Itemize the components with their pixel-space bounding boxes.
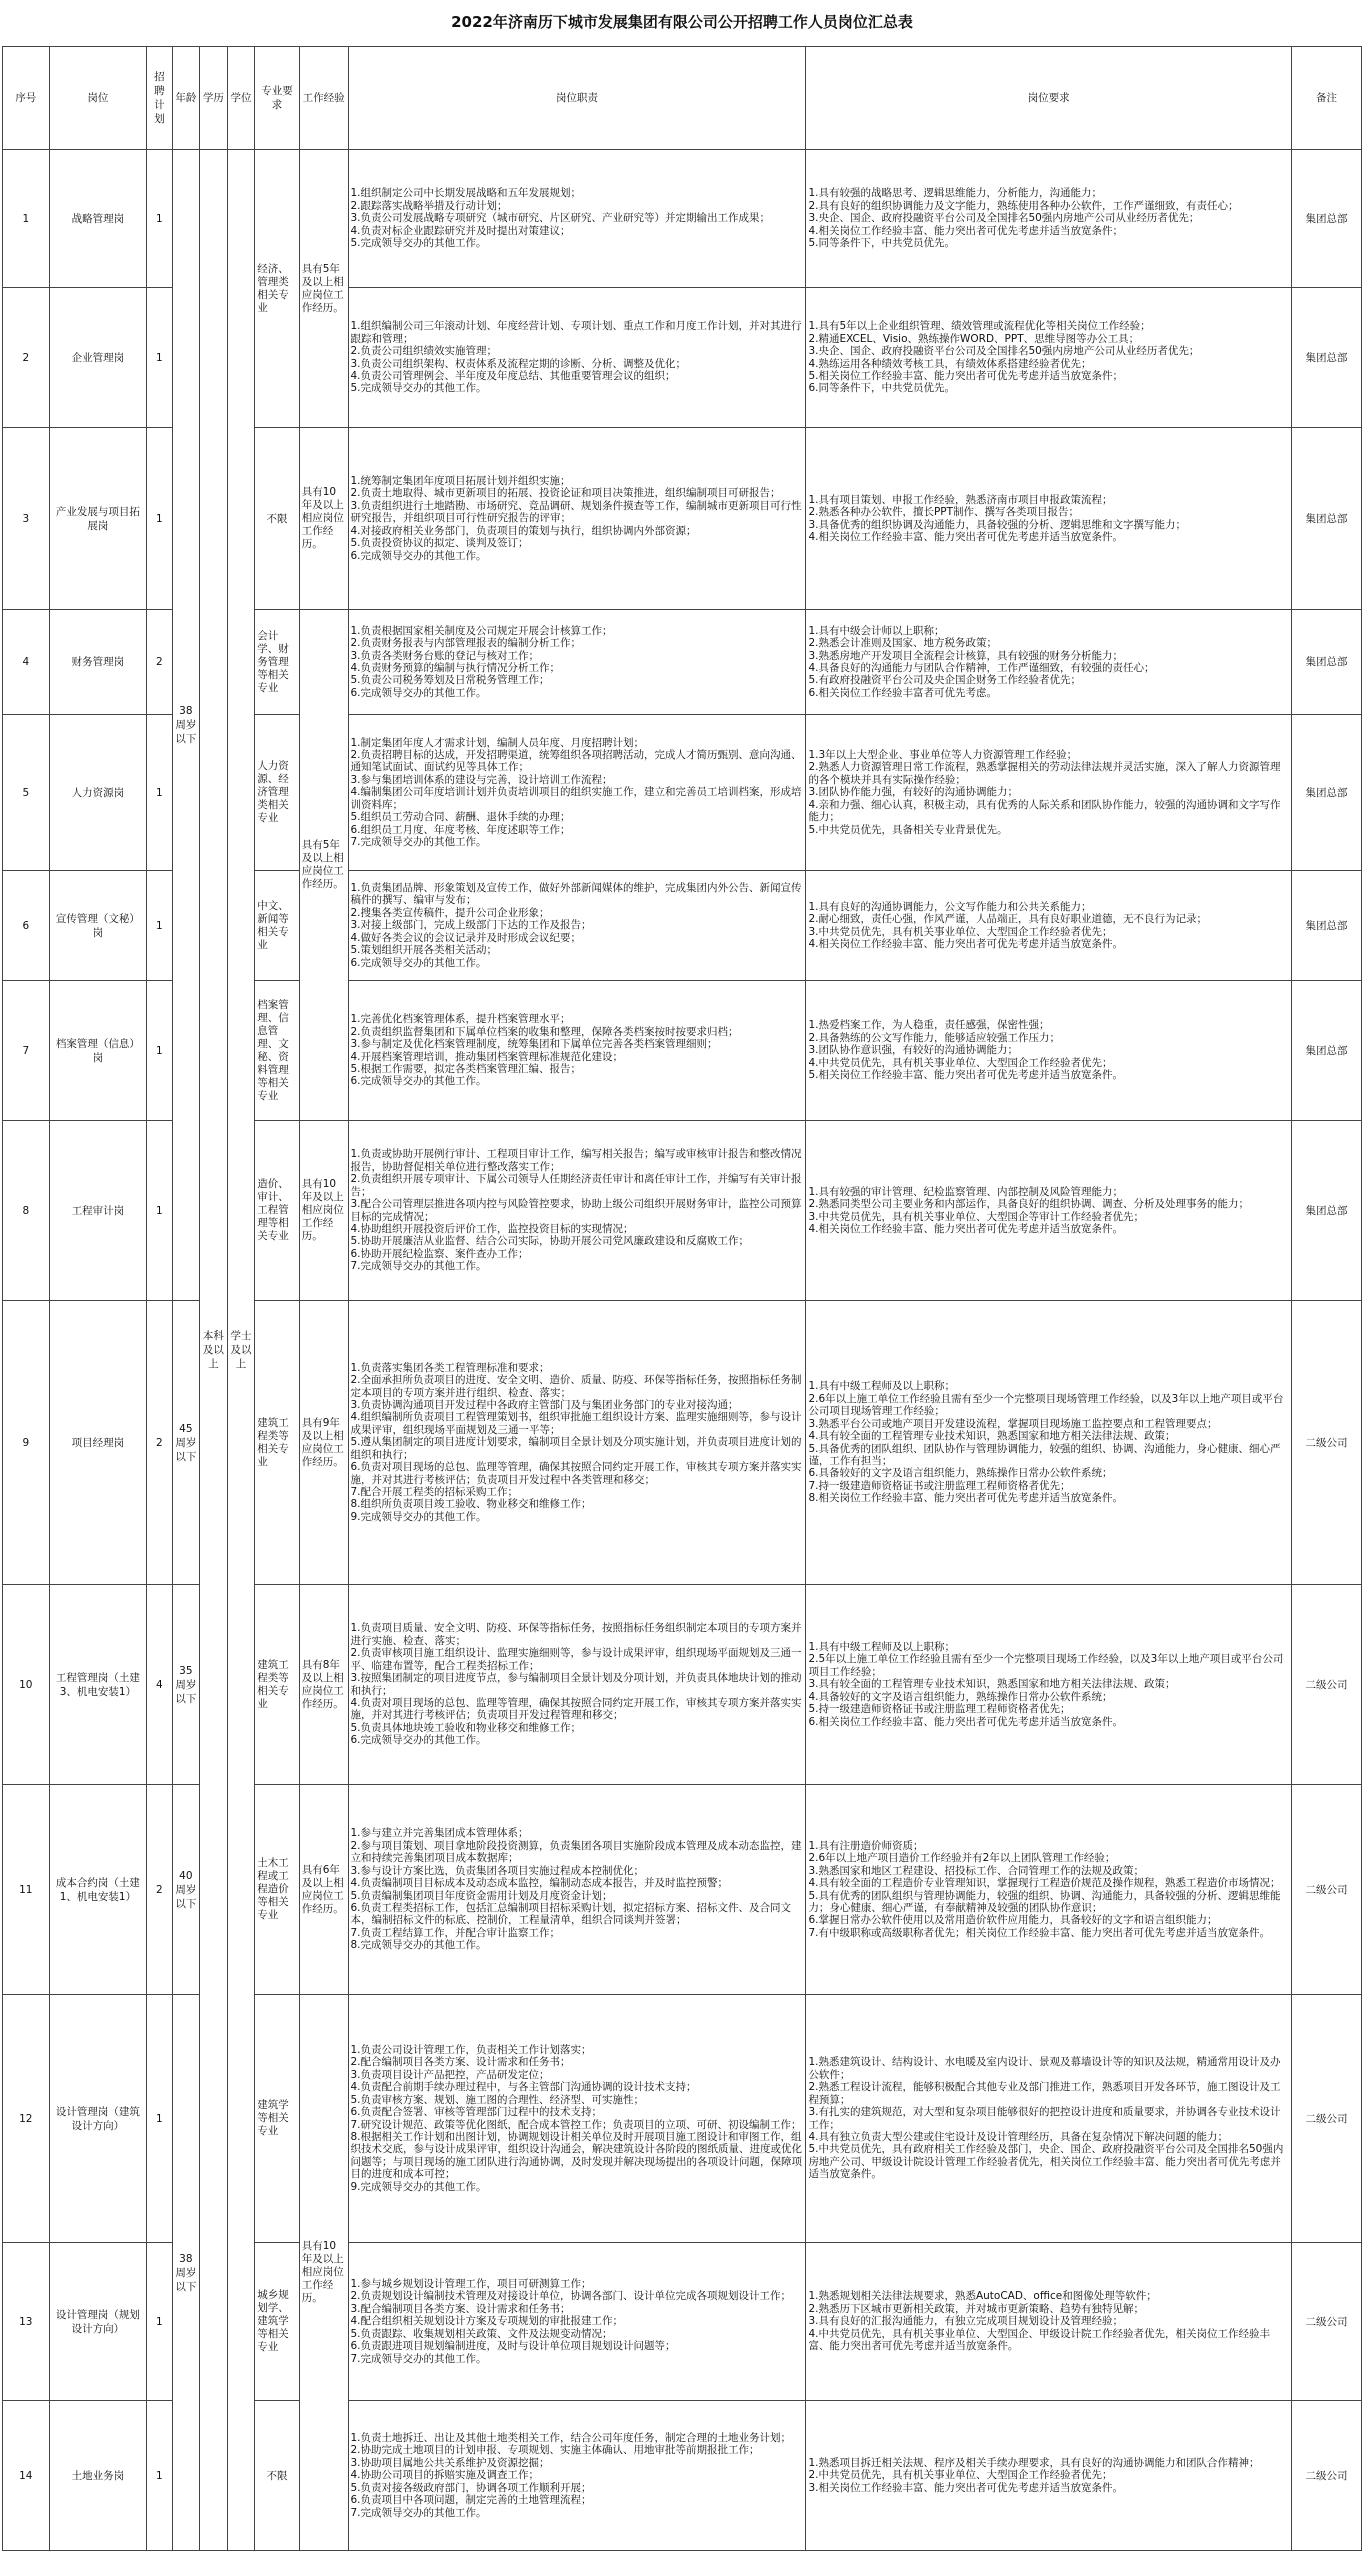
- experience-cell: 具有5年及以上相应岗位工作经历。: [299, 610, 348, 1121]
- req-line: 6.具备较好的文字及语言组织能力，熟练操作日常办公软件系统；: [808, 1467, 1113, 1480]
- req-line: 4.相关岗位工作经验丰富、能力突出者可优先考虑并适当放宽条件。: [808, 937, 1123, 950]
- seq-cell: 13: [3, 2243, 50, 2401]
- req-line: 1.3年以上大型企业、事业单位等人力资源管理工作经验；: [808, 749, 1078, 762]
- seq-cell: 9: [3, 1301, 50, 1585]
- req-line: 2.熟悉工程设计流程，能够积极配合其他专业及部门推进工作，熟悉项目开发各环节，施工图设计及工程预算；: [808, 2081, 1281, 2106]
- duty-line: 1.负责落实集团各类工程管理标准和要求；: [350, 1361, 550, 1374]
- requirements-cell: [806, 871, 1292, 981]
- remark-cell: 二级公司: [1291, 1585, 1361, 1785]
- plan-cell: 1: [147, 2401, 172, 2551]
- req-line: 3.中共党员优先，具有机关事业单位、大型国企工作经验者优先；: [808, 925, 1113, 938]
- req-line: 2.具有良好的组织协调能力及文字能力，熟练使用各种办公软件，工作严谨细致，有责任心；: [808, 199, 1239, 212]
- seq-cell: 1: [3, 150, 50, 288]
- seq-cell: 8: [3, 1121, 50, 1301]
- req-line: 2.具备熟练的公文写作能力，能够适应较强工作压力；: [808, 1031, 1060, 1044]
- req-line: 4.相关岗位工作经验丰富、能力突出者可优先考虑并适当放宽条件。: [808, 530, 1123, 543]
- req-line: 4.相关岗位工作经验丰富、能力突出者可优先考虑并适当放宽条件。: [808, 1222, 1123, 1235]
- duty-line: 4.编制集团公司年度培训计划并负责培训项目的组织实施工作，建立和完善员工培训档案，形成培训资料库；: [350, 786, 802, 811]
- major-cell: 中文、新闻等相关专业: [255, 871, 300, 981]
- experience-cell: 具有5年及以上相应岗位工作经历。: [299, 150, 348, 428]
- education-cell: 本科及以上: [200, 150, 228, 2551]
- duties-cell: [348, 2401, 806, 2551]
- req-line: 3.有扎实的建筑规范，对大型和复杂项目能够很好的把控设计进度和质量要求，并协调各专业技术设计工作；: [808, 2106, 1281, 2131]
- duty-line: 3.配合公司管理层推进各项内控与风险管控要求，协助上级公司组织开展财务审计，监控公司预算目标的完成情况；: [350, 1198, 802, 1223]
- req-line: 3.央企、国企、政府投融资平台公司及全国排名50强内房地产公司从业经历者优先；: [808, 212, 1200, 225]
- position-cell: 产业发展与项目拓展岗: [49, 428, 147, 610]
- duties-cell: [348, 428, 806, 610]
- position-cell: 财务管理岗: [49, 610, 147, 715]
- experience-cell: 具有10年及以上相应岗位工作经历。: [299, 1121, 348, 1301]
- req-line: 2.熟悉人力资源管理日常工作流程，熟悉掌握相关的劳动法律法规并灵活实施，深入了解人力资源管理的各个模块并具有实际操作经验；: [808, 761, 1281, 786]
- major-cell: 会计学、财务管理等相关专业: [255, 610, 300, 715]
- duty-line: 6.完成领导交办的其他工作。: [350, 686, 487, 699]
- duties-cell: [348, 1785, 806, 1995]
- duty-line: 1.制定集团年度人才需求计划，编制人员年度、月度招聘计划；: [350, 736, 645, 749]
- duty-line: 1.负责公司设计管理工作，负责相关工作计划落实；: [350, 2044, 592, 2057]
- duty-line: 1.组织编制公司三年滚动计划、年度经营计划、专项计划、重点工作和月度工作计划，并对其进行跟踪和管理；: [350, 320, 802, 345]
- seq-cell: 14: [3, 2401, 50, 2551]
- req-line: 4.具有较全面的工程造价专业管理知识，掌握现行工程造价规范及操作规程，熟悉工程造价市场情况；: [808, 1877, 1281, 1890]
- header-major: 专业要求: [255, 47, 300, 150]
- major-cell: 造价、审计、工程管理等相关专业: [255, 1121, 300, 1301]
- duty-line: 5.完成领导交办的其他工作。: [350, 237, 487, 250]
- duties-cell: [348, 2243, 806, 2401]
- duty-line: 3.负责项目设计产品把控，产品研发定位；: [350, 2068, 550, 2081]
- position-cell: 工程审计岗: [49, 1121, 147, 1301]
- table-row: [3, 150, 1362, 288]
- req-line: 3.相关岗位工作经验丰富、能力突出者可优先考虑并适当放宽条件。: [808, 2481, 1123, 2494]
- header-duties: 岗位职责: [348, 47, 806, 150]
- header-seq: 序号: [3, 47, 50, 150]
- duty-line: 4.协助组织开展投资后评价工作，监控投资目标的实现情况；: [350, 1222, 634, 1235]
- major-cell: 档案管理、信息管理、文秘、资料管理等相关专业: [255, 981, 300, 1121]
- duty-line: 1.参与建立并完善集团成本管理体系；: [350, 1827, 529, 1840]
- req-line: 2.6年以上施工单位工作经验且需有至少一个完整项目现场管理工作经验，以及3年以上地产项目或平台公司项目现场管理工作经验；: [808, 1392, 1284, 1418]
- duty-line: 3.负责协调沟通项目开发过程中各政府主管部门及与集团业务部门的专业对接沟通；: [350, 1399, 739, 1412]
- remark-cell: 二级公司: [1291, 1995, 1361, 2243]
- req-line: 3.具备优秀的组织协调及沟通能力，具备较强的分析、逻辑思维和文字撰写能力；: [808, 518, 1186, 531]
- req-line: 5.持一级建造师资格证书或注册监理工程师资格者优先；: [808, 1703, 1071, 1716]
- seq-cell: 3: [3, 428, 50, 610]
- req-line: 1.热爱档案工作，为人稳重，责任感强，保密性强；: [808, 1019, 1050, 1032]
- req-line: 1.具有中级会计师以上职称；: [808, 624, 945, 637]
- duty-line: 3.负责各类财务台账的登记与核对工作；: [350, 649, 540, 662]
- duty-line: 3.负责公司发展战略专项研究（城市研究、片区研究、产业研究等）并定期输出工作成果；: [350, 212, 771, 225]
- header-remarks: 备注: [1291, 47, 1361, 150]
- experience-cell: 具有9年及以上相应岗位工作经历。: [299, 1301, 348, 1585]
- duty-line: 2.负责审核项目施工组织设计、监理实施细则等，参与设计成果评审，组织现场平面规划及三通一平、临建布置等，配合工程类招标工作；: [350, 1647, 802, 1672]
- req-line: 4.具备较好的文字及语言组织能力，熟练操作日常办公软件系统；: [808, 1690, 1113, 1703]
- remark-cell: 集团总部: [1291, 981, 1361, 1121]
- seq-cell: 7: [3, 981, 50, 1121]
- duty-line: 7.配合开展工程类的招标采购工作；: [350, 1485, 519, 1498]
- plan-cell: 4: [147, 1585, 172, 1785]
- req-line: 3.熟悉平台公司或地产项目开发建设流程，掌握项目现场施工监控要点和工程管理要点；: [808, 1417, 1218, 1430]
- header-degree: 学位: [227, 47, 255, 150]
- degree-cell: 学士及以上: [227, 150, 255, 2551]
- duty-line: 1.负责土地拆迁、出让及其他土地类相关工作，结合公司年度任务，制定合理的土地业务计划；: [350, 2432, 792, 2445]
- req-line: 1.具有较强的审计管理、纪检监察管理、内部控制及风险管理能力；: [808, 1185, 1123, 1198]
- plan-cell: 1: [147, 715, 172, 871]
- duty-line: 3.配合编制项目各类方案、设计需求和任务书；: [350, 2302, 571, 2315]
- req-line: 2.精通EXCEL、Visio、熟练操作WORD、PPT、思维导图等办公工具；: [808, 332, 1140, 345]
- requirements-cell: [806, 288, 1292, 428]
- req-line: 7.持一级建造师资格证书或注册监理工程师资格者优先；: [808, 1479, 1071, 1492]
- req-line: 5.同等条件下，中共党员优先。: [808, 237, 955, 250]
- duty-line: 7.完成领导交办的其他工作。: [350, 1260, 487, 1273]
- remark-cell: 二级公司: [1291, 2243, 1361, 2401]
- major-cell: 不限: [255, 2401, 300, 2551]
- duty-line: 2.协助完成土地项目的计划申报、专项规划、实施主体确认、用地审批等前期报批工作；: [350, 2444, 760, 2457]
- duty-line: 4.开展档案管理培训，推动集团档案管理标准规范化建设；: [350, 1050, 624, 1063]
- duty-line: 1.完善优化档案管理体系，提升档案管理水平；: [350, 1013, 571, 1026]
- plan-cell: 1: [147, 428, 172, 610]
- req-line: 1.熟悉规划相关法律法规要求，熟悉AutoCAD、office和图像处理等软件；: [808, 2290, 1157, 2303]
- req-line: 5.具有优秀的团队组织与管理协调能力，较强的组织、协调、沟通能力，具备较强的分析、逻辑思维能力；身心健康、细心严谨，有奉献精神及较强的团队协作意识；: [808, 1889, 1281, 1914]
- remark-cell: 集团总部: [1291, 288, 1361, 428]
- seq-cell: 5: [3, 715, 50, 871]
- req-line: 4.相关岗位工作经验丰富、能力突出者可优先考虑并适当放宽条件；: [808, 224, 1123, 237]
- duty-line: 5.负责审核方案、规划、施工图的合理性、经济型、可实施性；: [350, 2093, 645, 2106]
- duty-line: 3.对接上级部门，完成上级部门下达的工作及报告；: [350, 919, 592, 932]
- duty-line: 3.负责组织进行土地踏勘、市场研究、竞品调研、规划条件摸查等工作，编制城市更新项目可行性研究报告，并组织项目可行性研究报告的评审；: [350, 499, 802, 525]
- duty-line: 3.负责公司组织架构、权责体系及流程定期的诊断、分析、调整及优化；: [350, 357, 687, 370]
- duty-line: 1.统筹制定集团年度项目拓展计划并组织实施；: [350, 475, 571, 488]
- plan-cell: 1: [147, 871, 172, 981]
- age-cell: 40周岁以下: [172, 1785, 200, 1995]
- seq-cell: 10: [3, 1585, 50, 1785]
- requirements-cell: [806, 428, 1292, 610]
- duties-cell: [348, 715, 806, 871]
- req-line: 3.央企、国企、政府投融资平台公司及全国排名50强内房地产公司从业经历者优先；: [808, 345, 1200, 358]
- experience-cell: 具有10年及以上相应岗位工作经历。: [299, 428, 348, 610]
- position-cell: 工程管理岗（土建3、机电安装1）: [49, 1585, 147, 1785]
- duty-line: 4.负责财务预算的编制与执行情况分析工作；: [350, 662, 561, 674]
- req-line: 3.具有较全面的工程管理专业技术知识，熟悉国家和地方相关法律法规、政策；: [808, 1678, 1176, 1691]
- req-line: 6.同等条件下，中共党员优先。: [808, 382, 955, 395]
- plan-cell: 2: [147, 610, 172, 715]
- req-line: 1.熟悉项目拆迁相关法规、程序及相关手续办理要求，具有良好的沟通协调能力和团队合作精神；: [808, 2456, 1260, 2469]
- duty-line: 8.完成领导交办的其他工作。: [350, 1939, 487, 1952]
- req-line: 1.具有5年以上企业组织管理、绩效管理或流程优化等相关岗位工作经验；: [808, 320, 1151, 333]
- duty-line: 6.协助开展纪检监察、案件查办工作；: [350, 1247, 529, 1260]
- req-line: 5.相关岗位工作经验丰富、能力突出者可优先考虑并适当放宽条件。: [808, 1069, 1123, 1082]
- remark-cell: 二级公司: [1291, 1785, 1361, 1995]
- seq-cell: 4: [3, 610, 50, 715]
- seq-cell: 12: [3, 1995, 50, 2243]
- plan-cell: 1: [147, 2243, 172, 2401]
- req-line: 2.熟悉各种办公软件，擅长PPT制作、撰写各类项目报告；: [808, 506, 1080, 519]
- req-line: 1.具有注册造价师资质；: [808, 1839, 924, 1852]
- req-line: 3.团队协作意识强，有较好的沟通协调能力；: [808, 1044, 1018, 1057]
- remark-cell: 二级公司: [1291, 1301, 1361, 1585]
- duty-line: 4.负责对标企业跟踪研究并及时提出对策建议；: [350, 224, 571, 237]
- duty-line: 7.完成领导交办的其他工作。: [350, 2506, 487, 2519]
- header-experience: 工作经验: [299, 47, 348, 150]
- position-cell: 宣传管理（文秘）岗: [49, 871, 147, 981]
- duty-line: 3.按照集团制定的项目进度节点，参与编制项目全景计划及分项计划，并负责具体地块计划的推动和执行；: [350, 1672, 802, 1697]
- duty-line: 6.负责项目中各项问题，制定完善的土地管理流程；: [350, 2494, 592, 2507]
- duty-line: 1.负责根据国家相关制度及公司规定开展会计核算工作；: [350, 624, 613, 637]
- duties-cell: [348, 1995, 806, 2243]
- duty-line: 5.完成领导交办的其他工作。: [350, 382, 487, 395]
- duty-line: 1.组织制定公司中长期发展战略和五年发展规划；: [350, 187, 582, 200]
- duty-line: 4.组织编制所负责项目工程管理策划书，组织审批施工组织设计方案、监理实施细则等，参与设计成果评审，组织现场平面规划及三通一平等；: [350, 1411, 802, 1436]
- header-row: [3, 47, 1362, 150]
- duty-line: 9.完成领导交办的其他工作。: [350, 2180, 487, 2193]
- duty-line: 2.负责土地取得、城市更新项目的拓展、投资论证和项目决策推进，组织编制项目可研报告；: [350, 487, 781, 500]
- seq-cell: 6: [3, 871, 50, 981]
- duty-line: 2.负责组织开展专项审计、下属公司领导人任期经济责任审计和离任审计工作，并编写有关审计报告；: [350, 1173, 802, 1198]
- duty-line: 1.负责或协助开展例行审计、工程项目审计工作，编写相关报告；编写或审核审计报告和整改情况报告，协助督促相关单位进行整改落实工作；: [350, 1148, 802, 1173]
- duty-line: 4.负责配合前期手续办理过程中，与各主管部门沟通协调的设计技术支持；: [350, 2081, 697, 2094]
- position-summary-table: [2, 46, 1362, 2551]
- major-cell: 经济、管理类相关专业: [255, 150, 300, 428]
- requirements-cell: [806, 1121, 1292, 1301]
- req-line: 7.有中级职称或高级职称者优先；相关岗位工作经验丰富、能力突出者可优先考虑并适当放宽条件。: [808, 1926, 1270, 1939]
- age-cell: 45周岁以下: [172, 1301, 200, 1585]
- remark-cell: 集团总部: [1291, 610, 1361, 715]
- age-cell: 38周岁以下: [172, 1995, 200, 2551]
- duty-line: 5.负责对接各级政府部门，协调各项工作顺利开展；: [350, 2481, 592, 2494]
- duties-cell: [348, 1121, 806, 1301]
- duty-line: 2.跟踪落实战略举措及行动计划；: [350, 199, 508, 212]
- req-line: 4.熟练运用各种绩效考核工具，有绩效体系搭建经验者优先；: [808, 357, 1092, 370]
- duty-line: 1.负责集团品牌、形象策划及宣传工作，做好外部新闻媒体的维护，完成集团内外公告、新闻宣传稿件的撰写、编审与发布；: [350, 882, 802, 907]
- duty-line: 4.做好各类会议的会议记录并及时形成会议纪要；: [350, 931, 582, 944]
- req-line: 2.中共党员优先，具有机关事业单位、大型国企工作经验者优先；: [808, 2469, 1113, 2482]
- duty-line: 2.负责公司组织绩效实施管理；: [350, 345, 498, 358]
- header-requirements: 岗位要求: [806, 47, 1292, 150]
- req-line: 8.相关岗位工作经验丰富、能力突出者可优先考虑并适当放宽条件。: [808, 1492, 1123, 1505]
- major-cell: 不限: [255, 428, 300, 610]
- header-position: 岗位: [49, 47, 147, 150]
- seq-cell: 11: [3, 1785, 50, 1995]
- req-line: 6.相关岗位工作经验丰富者可优先考虑。: [808, 686, 997, 699]
- req-line: 4.具有独立负责大型公建或住宅设计及设计管理经历，具备在复杂情况下解决问题的能力；: [808, 2130, 1228, 2143]
- duty-line: 4.配合组织相关规划设计方案及专项规划的审批报建工作；: [350, 2315, 624, 2328]
- req-line: 2.熟悉会计准则及国家、地方税务政策；: [808, 637, 997, 650]
- position-cell: 人力资源岗: [49, 715, 147, 871]
- position-cell: 设计管理岗（建筑设计方向）: [49, 1995, 147, 2243]
- experience-cell: 具有10年及以上相应岗位工作经历。: [299, 1995, 348, 2551]
- requirements-cell: [806, 2243, 1292, 2401]
- req-line: 4.亲和力强、细心认真，积极主动，具有优秀的人际关系和团队协作能力，较强的沟通协调和文字写作能力；: [808, 798, 1281, 824]
- duty-line: 6.负责工程类招标工作，包括汇总编制项目招标采购计划，拟定招标方案、招标文件、及合同文本，编制招标文件的标底、控制价，工程量清单，组织合同谈判并签署；: [350, 1901, 792, 1927]
- duty-line: 2.负责规划设计编制技术管理及对接设计单位，协调各部门、设计单位完成各项规划设计工作；: [350, 2290, 792, 2303]
- position-cell: 设计管理岗（规划设计方向）: [49, 2243, 147, 2401]
- plan-cell: 1: [147, 1995, 172, 2243]
- duty-line: 5.负责公司税务筹划及日常税务管理工作；: [350, 674, 550, 687]
- duty-line: 3.参与设计方案比选，负责集团各项目实施过程成本控制优化；: [350, 1864, 645, 1877]
- duties-cell: [348, 288, 806, 428]
- remark-cell: 集团总部: [1291, 715, 1361, 871]
- plan-cell: 1: [147, 288, 172, 428]
- duty-line: 4.对接政府相关业务部门，负责项目的策划与执行，组织协调内外部资源；: [350, 524, 697, 537]
- major-cell: 建筑工程类等相关专业: [255, 1585, 300, 1785]
- experience-cell: 具有8年及以上相应岗位工作经历。: [299, 1585, 348, 1785]
- duty-line: 6.完成领导交办的其他工作。: [350, 1075, 487, 1088]
- age-cell: 38周岁以下: [172, 150, 200, 1301]
- major-cell: 人力资源、经济管理类相关专业: [255, 715, 300, 871]
- duty-line: 2.搜集各类宣传稿件，提升公司企业形象；: [350, 906, 550, 919]
- duty-line: 6.组织员工月度、年度考核、年度述职等工作；: [350, 823, 571, 836]
- req-line: 5.有政府投融资平台公司及央企国企财务工作经验者优先；: [808, 674, 1081, 687]
- duties-cell: [348, 1585, 806, 1785]
- duty-line: 4.负责对项目现场的总包、监理等管理，确保其按照合同约定开展工作，审核其专项方案并落实实施，并对其进行考核评估；负责项目开发过程管理和移交；: [350, 1696, 802, 1722]
- requirements-cell: [806, 1785, 1292, 1995]
- req-line: 5.相关岗位工作经验丰富、能力突出者可优先考虑并适当放宽条件；: [808, 369, 1123, 382]
- position-cell: 项目经理岗: [49, 1301, 147, 1585]
- requirements-cell: [806, 2401, 1292, 2551]
- duty-line: 5.负责具体地块竣工验收和物业移交和维修工作；: [350, 1721, 582, 1734]
- header-education: 学历: [200, 47, 228, 150]
- duties-cell: [348, 150, 806, 288]
- plan-cell: 2: [147, 1785, 172, 1995]
- req-line: 5.中共党员优先，具备相关专业背景优先。: [808, 823, 1008, 836]
- seq-cell: 2: [3, 288, 50, 428]
- duty-line: 2.负责财务报表与内部管理报表的编制分析工作；: [350, 637, 582, 650]
- position-cell: 企业管理岗: [49, 288, 147, 428]
- remark-cell: 集团总部: [1291, 150, 1361, 288]
- duty-line: 3.参与集团培训体系的建设与完善，设计培训工作流程；: [350, 773, 613, 786]
- age-cell: 35周岁以下: [172, 1585, 200, 1785]
- duty-line: 8.根据相关工作计划和出图计划，协调规划设计相关单位及时开展项目施工图设计和审图工作，组织技术交底，参与设计成果评审，组织设计沟通会，解决建筑设计各阶段的图纸质量、进度或优化问题等；与项目现场的施工团队进行沟通协调，及时发现并解决现场提出的各项设计问题，保障项目的进度和成本可控；: [350, 2130, 802, 2181]
- header-plan: 招聘计划: [147, 47, 172, 150]
- duty-line: 2.配合编制项目各类方案、设计需求和任务书；: [350, 2056, 571, 2069]
- req-line: 3.团队协作能力强，有较好的沟通协调能力；: [808, 786, 1018, 799]
- req-line: 3.具有良好的汇报沟通能力，有独立完成项目规划设计及管理经验；: [808, 2315, 1123, 2328]
- duties-cell: [348, 981, 806, 1121]
- duty-line: 6.完成领导交办的其他工作。: [350, 956, 487, 969]
- req-line: 2.熟悉历下区城市更新相关政策，并对城市更新策略、趋势有独特见解；: [808, 2302, 1144, 2315]
- major-cell: 建筑学等相关专业: [255, 1995, 300, 2243]
- position-cell: 成本合约岗（土建1、机电安装1）: [49, 1785, 147, 1995]
- position-cell: 档案管理（信息）岗: [49, 981, 147, 1121]
- duty-line: 1.参与城乡规划设计管理工作，项目可研测算工作；: [350, 2278, 592, 2291]
- position-cell: 战略管理岗: [49, 150, 147, 288]
- plan-cell: 1: [147, 150, 172, 288]
- duty-line: 2.负责招聘目标的达成，开发招聘渠道，统筹组织各项招聘活动，完成人才简历甄别、意向沟通、通知笔试面试、面试约见等具体工作；: [350, 749, 802, 774]
- remark-cell: 集团总部: [1291, 428, 1361, 610]
- duty-line: 5.负责投资协议的拟定、谈判及签订；: [350, 537, 529, 550]
- page-title: 2022年济南历下城市发展集团有限公司公开招聘工作人员岗位汇总表: [451, 13, 913, 31]
- duty-line: 7.完成领导交办的其他工作。: [350, 835, 487, 848]
- req-line: 2.5年以上施工单位工作经验且需有至少一个完整项目现场工作经验，以及3年以上地产项目或平台公司项目工作经验；: [808, 1653, 1284, 1678]
- major-cell: 土木工程或工程造价等相关专业: [255, 1785, 300, 1995]
- requirements-cell: [806, 981, 1292, 1121]
- plan-cell: 1: [147, 1121, 172, 1301]
- duty-line: 5.组织员工劳动合同、薪酬、退休手续的办理；: [350, 811, 571, 824]
- duty-line: 5.负责编制集团项目年度资金需用计划及月度资金计划；: [350, 1889, 613, 1902]
- req-line: 4.中共党员优先，具有机关事业单位、大型国企工作经验者优先；: [808, 1056, 1113, 1069]
- header-age: 年龄: [172, 47, 200, 150]
- req-line: 5.具备优秀的团队组织、团队协作与管理协调能力，较强的组织、协调、沟通能力，身心健康、细心严谨，工作有担当；: [808, 1442, 1281, 1467]
- duty-line: 9.完成领导交办的其他工作。: [350, 1510, 487, 1523]
- requirements-cell: [806, 715, 1292, 871]
- duty-line: 5.遵从集团制定的项目进度计划要求，编制项目全景计划及分项实施计划，并负责项目进度计划的组织和执行；: [350, 1436, 802, 1461]
- duty-line: 2.负责组织监督集团和下属单位档案的收集和整理，保障各类档案按时按要求归档；: [350, 1025, 739, 1038]
- duties-cell: [348, 610, 806, 715]
- duty-line: 6.负责配合签署、审核等管理部门过程中的技术支持；: [350, 2106, 603, 2119]
- duty-line: 7.研究设计规范、政策等优化图纸，配合成本管控工作；负责项目的立项、可研、初设编制工作；: [350, 2118, 802, 2131]
- req-line: 2.6年以上地产项目造价工作经验并有2年以上团队管理工作经验；: [808, 1852, 1116, 1865]
- position-cell: 土地业务岗: [49, 2401, 147, 2551]
- remark-cell: 集团总部: [1291, 1121, 1361, 1301]
- requirements-cell: [806, 1301, 1292, 1585]
- duty-line: 2.全面承担所负责项目的进度、安全文明、造价、质量、防疫、环保等指标任务，按照指标任务制定本项目的专项方案并进行组织、检查、落实；: [350, 1374, 802, 1399]
- requirements-cell: [806, 1995, 1292, 2243]
- duty-line: 7.负责工程结算工作，并配合审计监察工作；: [350, 1926, 561, 1939]
- duty-line: 6.负责跟进项目规划编制进度，及时与设计单位项目规划设计问题等；: [350, 2340, 676, 2353]
- requirements-cell: [806, 1585, 1292, 1785]
- req-line: 4.中共党员优先，具有机关事业单位、大型国企、甲级设计院工作经验者优先，相关岗位工作经验丰富、能力突出者可优先考虑并适当放宽条件。: [808, 2327, 1270, 2353]
- req-line: 5.中共党员优先，具有政府相关工作经验及部门，央企、国企、政府投融资平台公司及全国排名50强内房地产公司、甲级设计院设计管理工作经验者优先，相关岗位工作经验丰富、能力突出者可优先考虑并适当放宽条件。: [808, 2143, 1284, 2181]
- req-line: 3.熟悉国家和地区工程建设、招投标工作、合同管理工作的法规及政策；: [808, 1864, 1144, 1877]
- req-line: 4.具备良好的沟通能力与团队合作精神，工作严谨细致，有较强的责任心；: [808, 662, 1155, 674]
- duty-line: 6.完成领导交办的其他工作。: [350, 1734, 487, 1747]
- duty-line: 5.负责跟踪、收集规划相关政策、文件及法规变动情况；: [350, 2327, 613, 2340]
- requirements-cell: [806, 610, 1292, 715]
- req-line: 1.具有中级工程师及以上职称；: [808, 1380, 955, 1393]
- duty-line: 6.完成领导交办的其他工作。: [350, 549, 487, 562]
- duties-cell: [348, 1301, 806, 1585]
- remark-cell: 二级公司: [1291, 2401, 1361, 2551]
- requirements-cell: [806, 150, 1292, 288]
- duty-line: 7.完成领导交办的其他工作。: [350, 2352, 487, 2365]
- req-line: 4.具有较全面的工程管理专业技术知识，熟悉国家和地方相关法律法规、政策；: [808, 1430, 1176, 1443]
- req-line: 3.熟悉房地产开发项目全流程会计核算，具有较强的财务分析能力；: [808, 649, 1123, 662]
- duty-line: 3.协助项目属地公共关系维护及资源挖掘；: [350, 2456, 550, 2469]
- req-line: 2.熟悉同类型公司主要业务和内部运作，具备良好的组织协调、调查、分析及处理事务的能力；: [808, 1198, 1249, 1211]
- duty-line: 4.协助公司项目的拆赔实施及调查工作；: [350, 2469, 540, 2482]
- duty-line: 5.协助开展廉洁从业监督、结合公司实际，协助开展公司党风廉政建设和反腐败工作；: [350, 1235, 750, 1248]
- duty-line: 8.组织所负责项目竣工验收、物业移交和维修工作；: [350, 1498, 592, 1511]
- plan-cell: 2: [147, 1301, 172, 1585]
- experience-cell: 具有6年及以上相应岗位工作经历。: [299, 1785, 348, 1995]
- duty-line: 5.根据工作需要，拟定各类档案管理汇编、报告；: [350, 1062, 582, 1075]
- remark-cell: 集团总部: [1291, 871, 1361, 981]
- req-line: 1.熟悉建筑设计、结构设计、水电暖及室内设计、景观及幕墙设计等的知识及法规，精通常用设计及办公软件；: [808, 2056, 1281, 2081]
- major-cell: 城乡规划学、建筑学等相关专业: [255, 2243, 300, 2401]
- req-line: 6.相关岗位工作经验丰富、能力突出者可优先考虑并适当放宽条件。: [808, 1715, 1123, 1728]
- duty-line: 3.参与制定及优化档案管理制度，统筹集团和下属单位完善各类档案管理细则；: [350, 1038, 718, 1051]
- duty-line: 4.负责编制项目目标成本及动态成本监控，编制动态成本报告，并及时监控预警；: [350, 1877, 729, 1890]
- req-line: 1.具有较强的战略思考、逻辑思维能力，分析能力，沟通能力；: [808, 187, 1102, 200]
- req-line: 2.耐心细致，责任心强，作风严谨，人品端正，具有良好职业道德，无不良行为记录；: [808, 913, 1207, 926]
- duty-line: 2.参与项目策划、项目拿地阶段投资测算，负责集团各项目实施阶段成本管理及成本动态监控，建立和持续完善集团项目成本数据库；: [350, 1839, 802, 1865]
- req-line: 1.具有项目策划、申报工作经验，熟悉济南市项目申报政策流程；: [808, 493, 1113, 506]
- req-line: 1.具有中级工程师及以上职称；: [808, 1641, 955, 1654]
- req-line: 6.掌握日常办公软件使用以及常用造价软件应用能力，具备较好的文字和语言组织能力；: [808, 1914, 1218, 1927]
- duties-cell: [348, 871, 806, 981]
- duty-line: 4.负责公司管理例会、半年度及年度总结、其他重要管理会议的组织；: [350, 369, 676, 382]
- req-line: 3.中共党员优先，具有机关事业单位、大型国企等审计工作经验者优先；: [808, 1210, 1144, 1223]
- plan-cell: 1: [147, 981, 172, 1121]
- major-cell: 建筑工程类等相关专业: [255, 1301, 300, 1585]
- req-line: 1.具有良好的沟通协调能力，公文写作能力和公共关系能力；: [808, 900, 1092, 913]
- duty-line: 1.负责项目质量、安全文明、防疫、环保等指标任务，按照指标任务组织制定本项目的专项方案并进行实施、检查、落实；: [350, 1622, 802, 1647]
- duty-line: 6.负责对项目现场的总包、监理等管理，确保其按照合同约定开展工作，审核其专项方案并落实实施，并对其进行考核评估；负责项目开发过程中各类管理和移交；: [350, 1461, 802, 1486]
- duty-line: 5.策划组织开展各类相关活动；: [350, 944, 498, 957]
